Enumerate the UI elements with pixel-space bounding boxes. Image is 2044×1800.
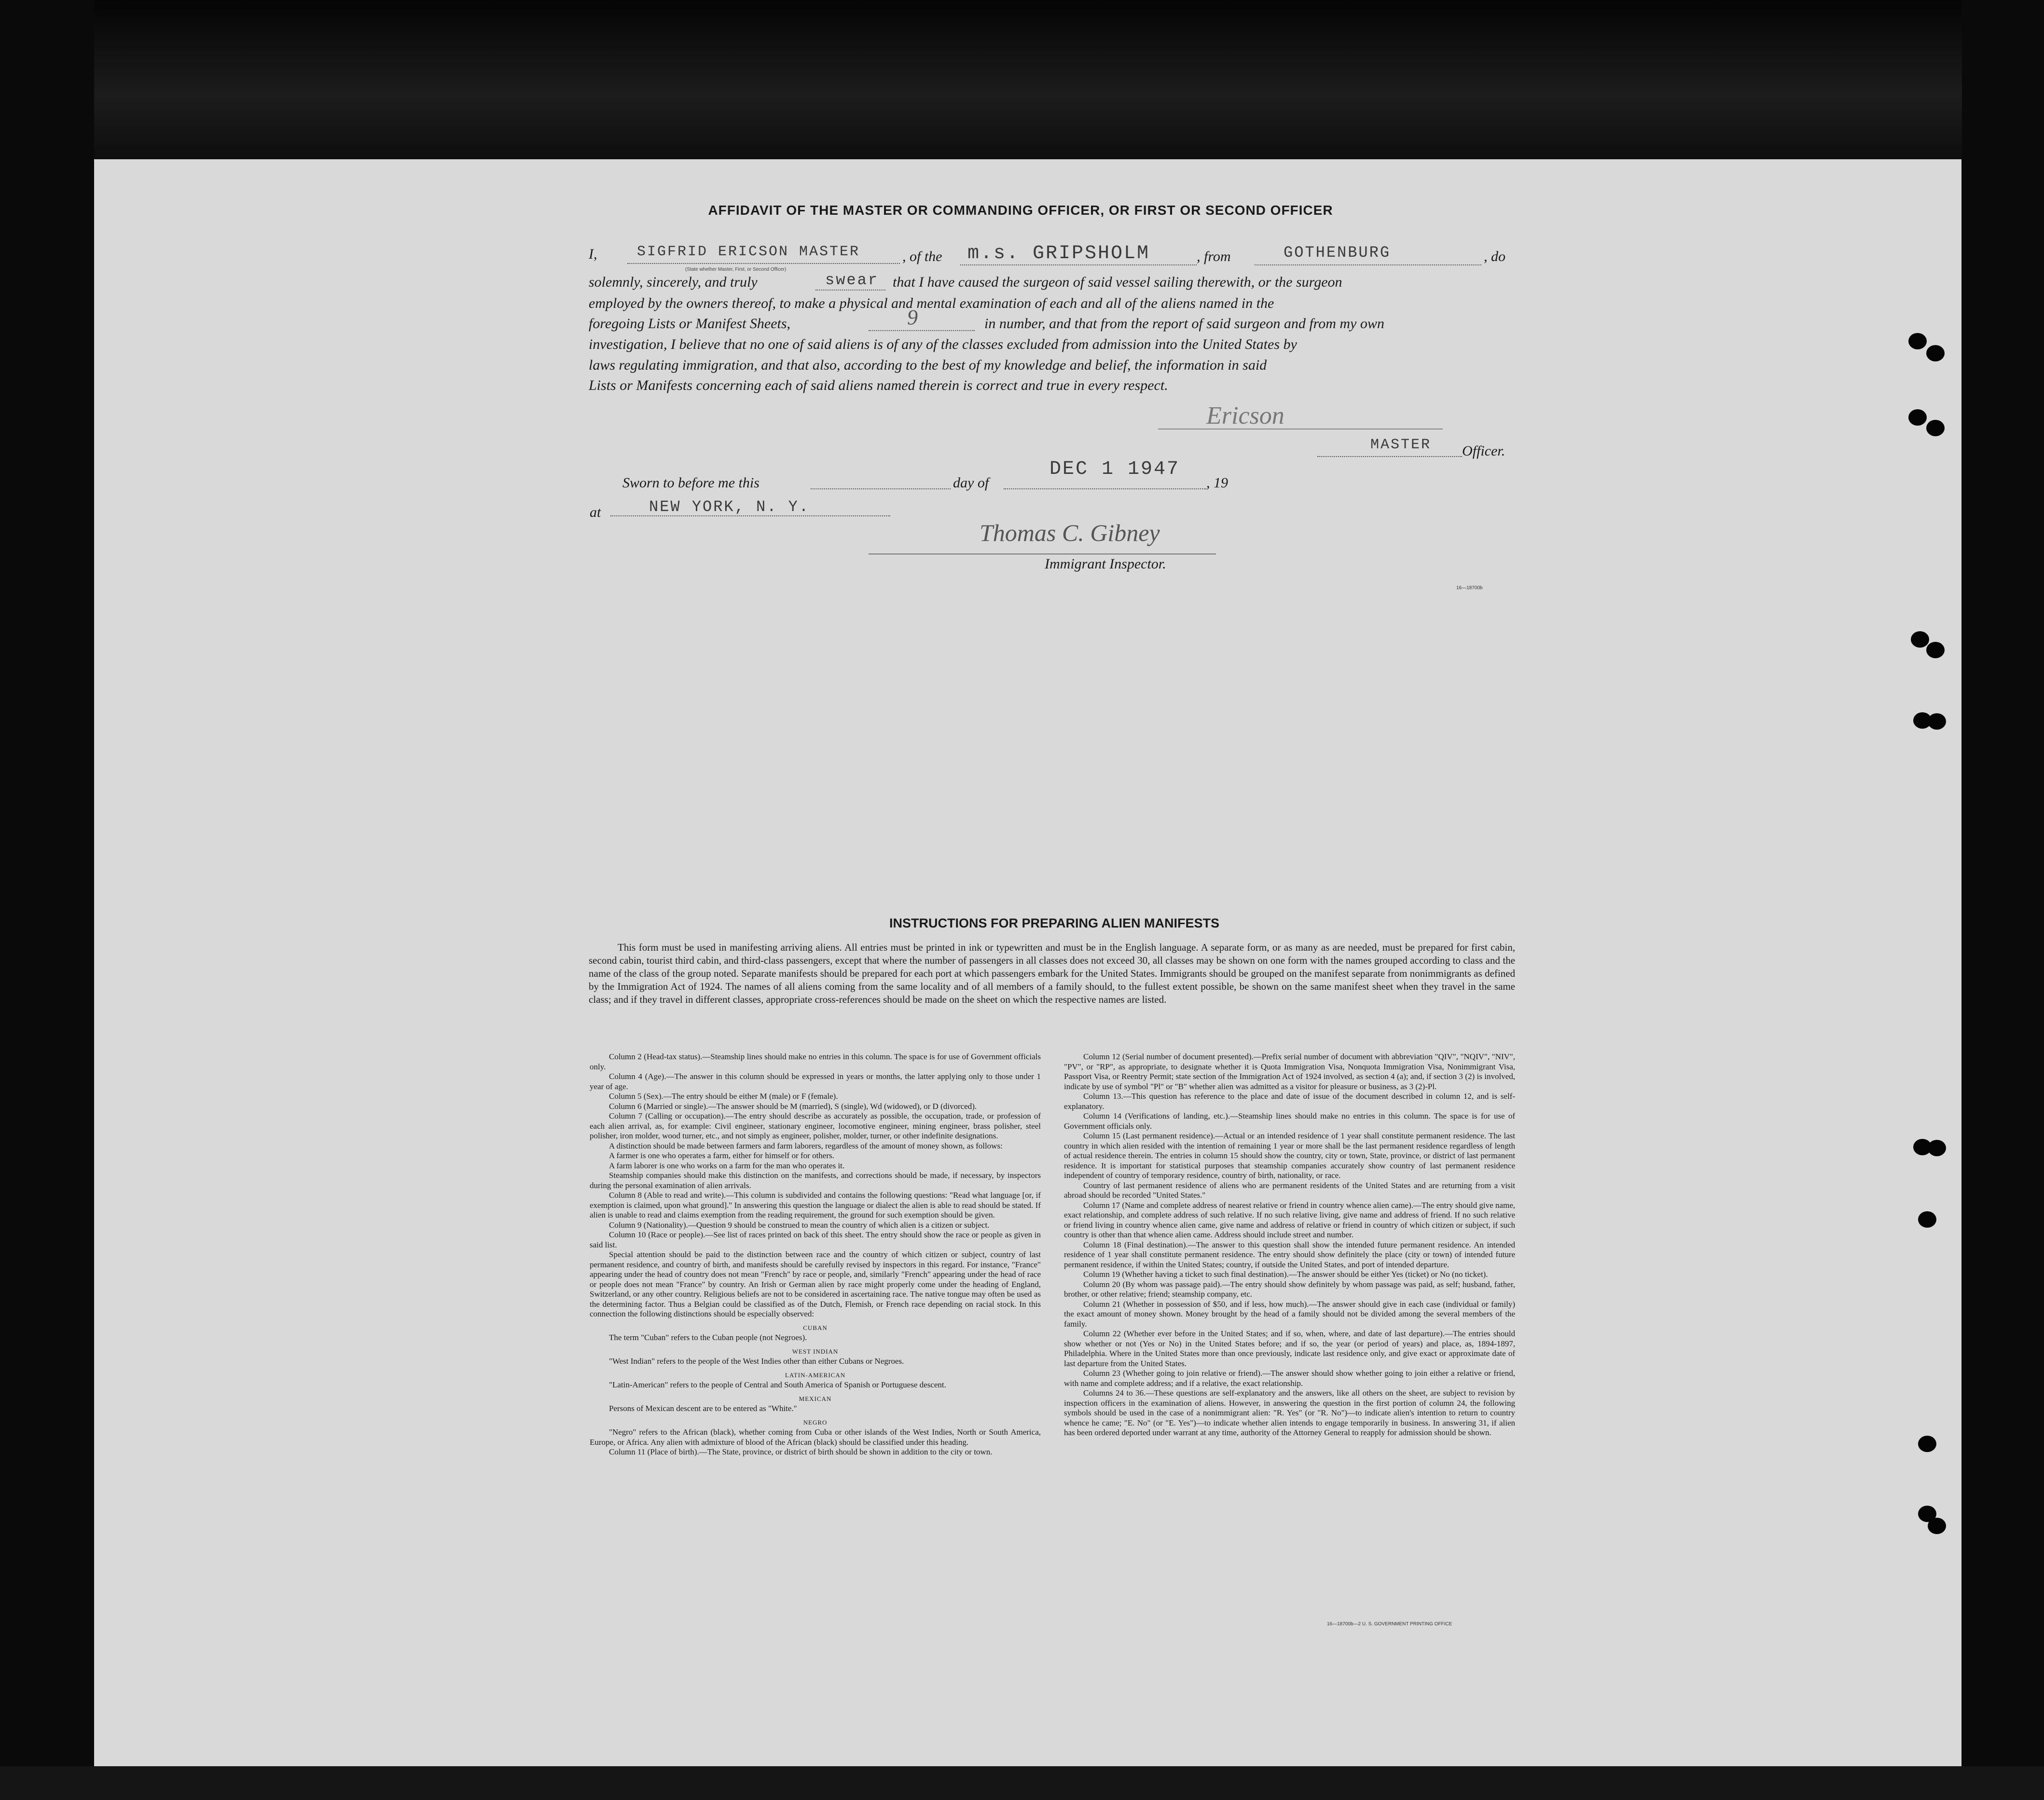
officer-name-underline xyxy=(627,263,900,264)
instruction-paragraph: Column 19 (Whether having a ticket to such final destination).—The answer should be either Yes (ticket) or No (no ticket). xyxy=(1083,1270,1488,1279)
instructions-intro: This form must be used in manifesting arriving aliens. All entries must be printed in ink or typewritten and must be in the English language. A separate form, or as many as are needed, must be prepared for first cabin, second cabin, tourist third cabin, and third-class passengers, except that where the number of passengers in all classes does not exceed 30, all classes may be shown on one form with the names grouped according to class and the name of the class of the group noted. Separate manifests should be prepared for each port at which passengers embark for the United States. Immigrants should be grouped on the manifest separate from nonimmigrants as defined by the Immigration Act of 1924. The names of all aliens coming from the same locality and of all members of a family should, to the fullest extent possible, be shown on the same manifest sheet when they travel in the same class; and if they travel in different classes, appropriate cross-references should be made on the sheet on which the respective names are listed. xyxy=(589,942,1515,1005)
punch-hole xyxy=(1926,642,1945,658)
officer-name-field: SIGFRID ERICSON MASTER xyxy=(637,244,860,260)
west-indian-definition: "West Indian" refers to the people of the West Indies other than either Cubans or Negroes. xyxy=(609,1357,904,1366)
cuban-heading: CUBAN xyxy=(803,1324,828,1331)
microfilm-left-border xyxy=(0,0,94,1800)
inspector-signature: Thomas C. Gibney xyxy=(980,519,1160,546)
punch-hole xyxy=(1928,1140,1946,1156)
instructions-right-column xyxy=(1064,1052,1515,1438)
instruction-paragraph: A farmer is one who operates a farm, either for himself or for others. xyxy=(609,1151,834,1160)
sworn-day-underline xyxy=(811,488,951,489)
inspector-label: Immigrant Inspector. xyxy=(1045,556,1166,572)
instruction-paragraph: Column 6 (Married or single).—The answer should be M (married), S (single), Wd (widowed), or D (divorced). xyxy=(609,1101,977,1111)
instruction-paragraph: Column 12 (Serial number of document presented).—Prefix serial number of document with abbreviation "QIV", "NQIV", "NIV", "PV", or "RP", as appropriate, to designate whether it is Quota Immigration Visa, Nonquota Immigration Visa, Nonimmigrant Visa, Passport Visa, or Reentry Permit; state section of the Immigration Act of 1924 involved, as section 4 (a); and, if section 3 (2) is involved, indicate by use of symbol "Pl" or "B" whether alien was admitted as a visitor for pleasure or business, as 3 (2)-Pl. xyxy=(1064,1052,1515,1091)
sworn-label: Sworn to before me this xyxy=(622,475,760,491)
microfilm-right-border xyxy=(1962,0,2044,1800)
oath-field: swear xyxy=(825,271,879,289)
instructions-footer: 16—18700b—2 U. S. GOVERNMENT PRINTING OFFICE xyxy=(1327,1621,1452,1627)
latin-american-heading: LATIN-AMERICAN xyxy=(785,1371,846,1379)
oath-underline xyxy=(815,290,885,291)
officer-rank-field: MASTER xyxy=(1370,437,1432,453)
instruction-paragraph: Column 13.—This question has reference to the place and date of issue of the document described in column 12, and is self-explanatory. xyxy=(1064,1092,1515,1111)
instruction-paragraph: Column 20 (By whom was passage paid).—The entry should show definitely by whom passage was paid, as self; husband, father, brother, or other relative; friend; steamship company, etc. xyxy=(1064,1279,1515,1299)
punch-hole xyxy=(1908,333,1927,349)
place-field: NEW YORK, N. Y. xyxy=(649,498,810,516)
cuban-definition: The term "Cuban" refers to the Cuban people (not Negroes). xyxy=(609,1333,807,1342)
vessel-underline xyxy=(960,264,1197,265)
instruction-paragraph: Steamship companies should make this distinction on the manifests, and corrections should be made, if necessary, by inspectors during the personal examination of alien arrivals. xyxy=(590,1171,1041,1190)
instruction-paragraph: Column 23 (Whether going to join relative or friend).—The answer should show whether going to join either a relative or friend, with name and complete address; and if a relative, the exact relationship. xyxy=(1064,1369,1515,1388)
affidavit-line-4-rest: in number, and that from the report of said surgeon and from my own xyxy=(984,316,1384,332)
instruction-paragraph: A distinction should be made between farmers and farm laborers, regardless of the amount of money shown, as follows: xyxy=(609,1141,1003,1150)
west-indian-heading: WEST INDIAN xyxy=(792,1347,839,1355)
instruction-paragraph: Column 11 (Place of birth).—The State, province, or district of birth should be shown in addition to the city or town. xyxy=(609,1447,993,1456)
negro-definition: "Negro" refers to the African (black), whether coming from Cuba or other islands of the West Indies, North or South America, Europe, or Africa. Any alien with admixture of blood of the African (black) should be classified under this heading. xyxy=(590,1427,1041,1447)
sheet-count-field: 9 xyxy=(907,305,918,329)
instruction-paragraph: Country of last permanent residence of aliens who are permanent residents of the United States and are returning from a visit abroad should be recorded "United States." xyxy=(1064,1180,1515,1200)
affidavit-line-1: I, xyxy=(589,246,597,262)
master-signature: Ericson xyxy=(1206,402,1284,429)
instruction-paragraph: Column 22 (Whether ever before in the United States; and if so, when, where, and date of last departure).—The entries should show whether or not (Yes or No) in the United States before; and if so, the year (or period of years) and place, as, 1894-1897, Philadelphia. Where in the United States more than once previously, indicate last residence only, and give exact or approximate date of last departure from the United States. xyxy=(1064,1329,1515,1368)
instruction-paragraph: Column 18 (Final destination).—The answer to this question shall show the intended future permanent residence. An intended residence of 1 year shall constitute permanent residence. The entry should show definitely the place (city or town) of intended future permanent residence, if within the United States; country, if outside the United States, and port of intended departure. xyxy=(1064,1240,1515,1269)
affidavit-line-2-rest: that I have caused the surgeon of said vessel sailing therewith, or the surgeon xyxy=(893,274,1342,290)
instruction-paragraph: Column 8 (Able to read and write).—This column is subdivided and contains the following questions: "Read what language [or, if exemption is claimed, upon what ground]." In answering this question the language or dialect the alien is able to read should be stated. If alien is unable to read and claims exemption from the reading requirement, the ground for such exemption should be given. xyxy=(590,1191,1041,1219)
officer-rank-underline xyxy=(1317,456,1462,457)
instruction-paragraph: Column 7 (Calling or occupation).—The entry should describe as accurately as possible, the occupation, trade, or profession of each alien arrival, as, for example: Civil engineer, stationary engineer, locomotive engineer, mining engineer, brass polisher, steel polisher, iron molder, wood turner, etc., and not simply as engineer, polisher, molder, turner, or other indefinite designations. xyxy=(590,1111,1041,1140)
latin-american-definition: "Latin-American" refers to the people of Central and South America of Spanish or Portuguese descent. xyxy=(609,1380,946,1389)
affidavit-title: AFFIDAVIT OF THE MASTER OR COMMANDING OFFICER, OR FIRST OR SECOND OFFICER xyxy=(708,203,1333,218)
affidavit-line-3: employed by the owners thereof, to make a physical and mental examination of each and all of the aliens named in the xyxy=(589,295,1274,311)
affidavit-line-5: investigation, I believe that no one of said aliens is of any of the classes excluded from admission into the United States by xyxy=(589,336,1297,352)
punch-hole xyxy=(1926,345,1945,361)
instruction-paragraph: Column 15 (Last permanent residence).—Actual or an intended residence of 1 year shall constitute permanent residence. The last country in which alien resided with the intention of remaining 1 year or more shall be the last permanent residence regardless of length of actual residence therein. The entries in column 15 should show the country, city or town, State, province, or district of last permanent residence. It is important for statistical purposes that steamship companies accurately show country of last permanent residence independent of country of temporary residence, country of birth, nationality, or race. xyxy=(1064,1131,1515,1180)
punch-hole xyxy=(1918,1436,1936,1452)
mexican-definition: Persons of Mexican descent are to be entered as "White." xyxy=(609,1404,797,1413)
instruction-paragraph: Column 2 (Head-tax status).—Steamship lines should make no entries in this column. The space is for use of Government officials only. xyxy=(590,1052,1041,1071)
instruction-paragraph: Special attention should be paid to the distinction between race and the country of which citizen or subject, country of last permanent residence, and country of birth, and manifests should be carefully revised by inspectors in this regard. For instance, "France" appearing under the head of country does not mean "French" by race or people, and, similarly "French" appearing under the head of race or people does not mean "France" by country. An Irish or German alien by race might properly come under the heading of England, Switzerland, or any other country. Religious beliefs are not to be considered in ascertaining race. The native tongue may often be used as the determining factor. Thus a Belgian could be classified as of the Dutch, Flemish, or French race depending on racial stock. In this connection the following distinctions should be especially observed: xyxy=(590,1250,1041,1318)
from-label: , from xyxy=(1197,249,1231,264)
instruction-paragraph: Columns 24 to 36.—These questions are self-explanatory and the answers, like all others on the sheet, are subject to revision by inspection officers in the examination of aliens. However, in answering the question in the first portion of column 24, the following symbols should be used in the case of a nonimmigrant alien: "R. Yes" (or "R. No")—to indicate alien's intention to return to country whence he came; "E. No" (or "E. Yes")—to indicate whether alien intends to engage temporarily in business. In answering 31, if alien has been ordered deported under warrant at any time, authority of the Attorney General to reapply for admission should be shown. xyxy=(1064,1388,1515,1437)
of-the-label: , of the xyxy=(902,249,942,264)
instructions-title: INSTRUCTIONS FOR PREPARING ALIEN MANIFESTS xyxy=(889,916,1220,930)
negro-heading: NEGRO xyxy=(803,1418,828,1426)
year-prefix-label: , 19 xyxy=(1206,475,1228,491)
port-underline xyxy=(1255,264,1481,265)
microfilm-bottom-border xyxy=(0,1766,2044,1800)
sheet-count-underline xyxy=(869,330,975,331)
punch-hole xyxy=(1928,1518,1946,1534)
instruction-paragraph: Column 5 (Sex).—The entry should be either M (male) or F (female). xyxy=(609,1092,838,1101)
instruction-paragraph: Column 9 (Nationality).—Question 9 should be construed to mean the country of which alien is a citizen or subject. xyxy=(609,1220,990,1230)
punch-hole xyxy=(1908,409,1927,426)
instructions-left-column xyxy=(590,1052,1041,1457)
punch-hole xyxy=(1918,1211,1936,1228)
at-label: at xyxy=(590,504,601,520)
vessel-name-field: m.s. GRIPSHOLM xyxy=(967,243,1150,264)
instruction-paragraph: Column 21 (Whether in possession of $50, and if less, how much).—The answer should give in each case (individual or family) the exact amount of money shown. Money brought by the head of a family should not be divided among the several members of the family. xyxy=(1064,1299,1515,1329)
instruction-paragraph: Column 14 (Verifications of landing, etc.).—Steamship lines should make no entries in this column. The space is for use of Government officials only. xyxy=(1064,1111,1515,1131)
punch-hole xyxy=(1928,713,1946,730)
affidavit-form-number: 16—18700b xyxy=(1456,585,1483,591)
punch-hole xyxy=(1926,420,1945,436)
port-field: GOTHENBURG xyxy=(1284,244,1391,262)
sworn-date-underline xyxy=(1004,488,1206,489)
microfilm-top-border xyxy=(0,0,2044,159)
instruction-paragraph: A farm laborer is one who works on a farm for the man who operates it. xyxy=(609,1161,845,1170)
affidavit-line-4: foregoing Lists or Manifest Sheets, xyxy=(589,316,791,332)
instruction-paragraph: Column 4 (Age).—The answer in this column should be expressed in years or months, the latter applying only to those under 1 year of age. xyxy=(590,1072,1041,1091)
instruction-paragraph: Column 10 (Race or people).—See list of races printed on back of this sheet. The entry should show the race or people as given in said list. xyxy=(590,1230,1041,1249)
day-of-label: day of xyxy=(953,475,989,491)
sworn-date-field: DEC 1 1947 xyxy=(1050,458,1180,480)
instruction-paragraph: Column 17 (Name and complete address of nearest relative or friend in country whence alien came).—The entry should give name, exact relationship, and complete address of such relative. If no such relative living, give name and address of friend. If no such relative or friend living in country whence alien came, give name and address of relative or friend in country of which citizen or subject, if such country is other than that whence alien came. Address should include street and number. xyxy=(1064,1200,1515,1239)
place-underline xyxy=(610,515,890,516)
officer-label: Officer. xyxy=(1462,443,1505,459)
mexican-heading: MEXICAN xyxy=(799,1395,832,1402)
affidavit-line-6: laws regulating immigration, and that also, according to the best of my knowledge and belief, the information in said xyxy=(589,357,1267,373)
officer-name-note: (State whether Master, First, or Second Officer) xyxy=(685,267,787,272)
punch-hole xyxy=(1911,631,1929,648)
affidavit-line-2: solemnly, sincerely, and truly xyxy=(589,274,758,290)
affidavit-line-7: Lists or Manifests concerning each of said aliens named therein is correct and true in every respect. xyxy=(589,377,1168,393)
do-label: , do xyxy=(1484,249,1505,264)
